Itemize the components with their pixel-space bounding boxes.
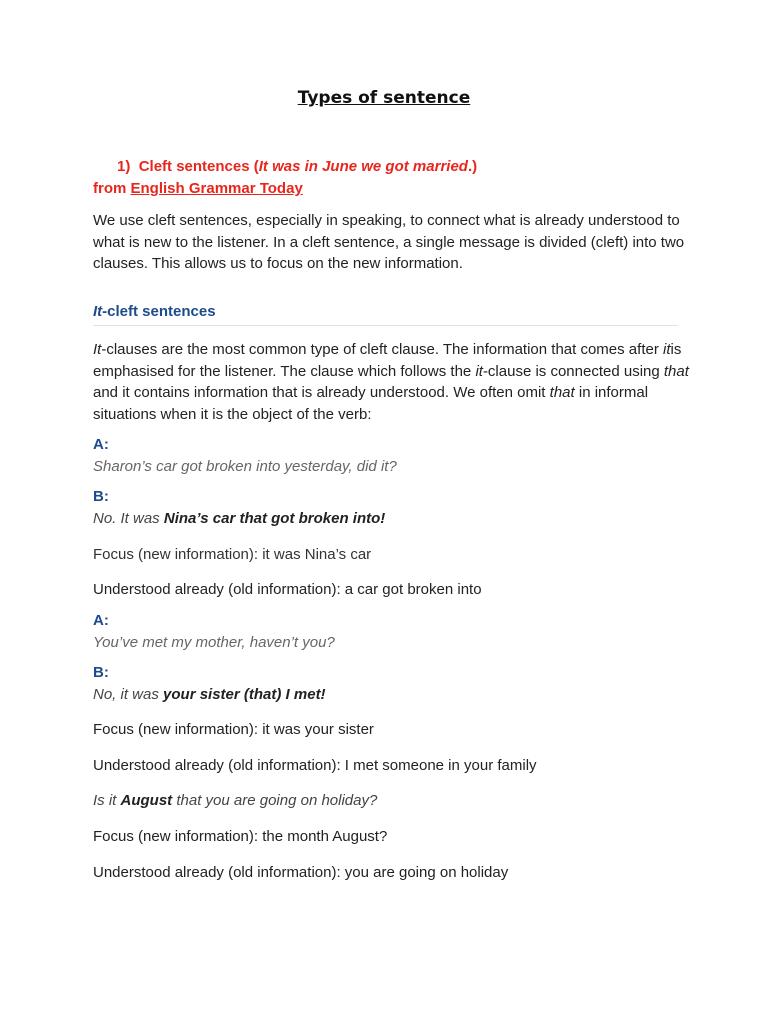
speaker-b-bold: Nina’s car that got broken into! — [163, 510, 386, 527]
subheading-it-cleft — [93, 303, 216, 320]
focus-line: Focus (new information): it was Nina’s car — [93, 546, 372, 563]
para-italic-that: that — [549, 384, 575, 401]
focus-line: Focus (new information): it was your sister — [93, 721, 374, 738]
speaker-b-label: B: — [93, 664, 109, 681]
focus-line: Focus (new information): the month August? — [93, 828, 388, 845]
speaker-b-text — [93, 510, 385, 527]
example-pre: Is it — [93, 792, 121, 809]
intro-paragraph: We use cleft sentences, especially in speaking, to connect what is already understood to what is new to the listener. In a cleft sentence, a single message is divided (cleft) into two clauses. This allows us to focus on the new information. — [93, 212, 685, 272]
example-question — [93, 792, 377, 809]
para-italic-it: It — [93, 341, 102, 358]
subheading-it: It — [93, 303, 103, 320]
para-italic-it: it — [475, 362, 483, 380]
speaker-a-label: A: — [93, 436, 109, 453]
section-example-end: .) — [467, 158, 478, 175]
section-number: 1) — [117, 158, 131, 175]
understood-line: Understood already (old information): you are going on holiday — [93, 864, 509, 881]
it-clause-paragraph — [93, 339, 693, 425]
section-label: Cleft sentences ( — [138, 158, 259, 175]
para-text: is emphasised for the listener. The clause which follows the — [93, 341, 682, 380]
speaker-b-pre: No. It was — [93, 510, 164, 527]
section-example: It was in June we got married — [258, 158, 468, 175]
para-text: -clauses are the most common type of cleft clause. The information that comes after — [101, 341, 663, 358]
example-post: that you are going on holiday? — [172, 792, 378, 809]
section-heading-cleft — [117, 158, 477, 175]
subheading-rest: -cleft sentences — [102, 303, 216, 320]
para-text: in informal situations when it is the object of the verb: — [93, 384, 649, 423]
para-italic-it: it — [663, 341, 671, 358]
source-link[interactable]: English Grammar Today — [130, 180, 303, 197]
divider — [93, 325, 678, 326]
source-from-label: from — [93, 180, 127, 197]
speaker-a-text: You’ve met my mother, haven’t you? — [93, 634, 335, 651]
para-text: and it contains information that is already understood. We often omit — [93, 384, 550, 401]
understood-line: Understood already (old information): a car got broken into — [93, 581, 482, 598]
source-line — [93, 180, 303, 197]
example-bold: August — [120, 792, 173, 809]
speaker-b-text — [93, 686, 326, 703]
para-italic-that: that — [663, 362, 689, 380]
speaker-b-bold: your sister (that) I met! — [163, 686, 326, 703]
speaker-b-pre: No, it was — [93, 686, 164, 703]
para-text: -clause is connected using — [482, 362, 664, 380]
speaker-a-text: Sharon’s car got broken into yesterday, did it? — [93, 458, 397, 475]
speaker-b-label: B: — [93, 488, 109, 505]
understood-line: Understood already (old information): I met someone in your family — [93, 757, 537, 774]
speaker-a-label: A: — [93, 612, 109, 629]
page-title: Types of sentence — [297, 88, 471, 108]
